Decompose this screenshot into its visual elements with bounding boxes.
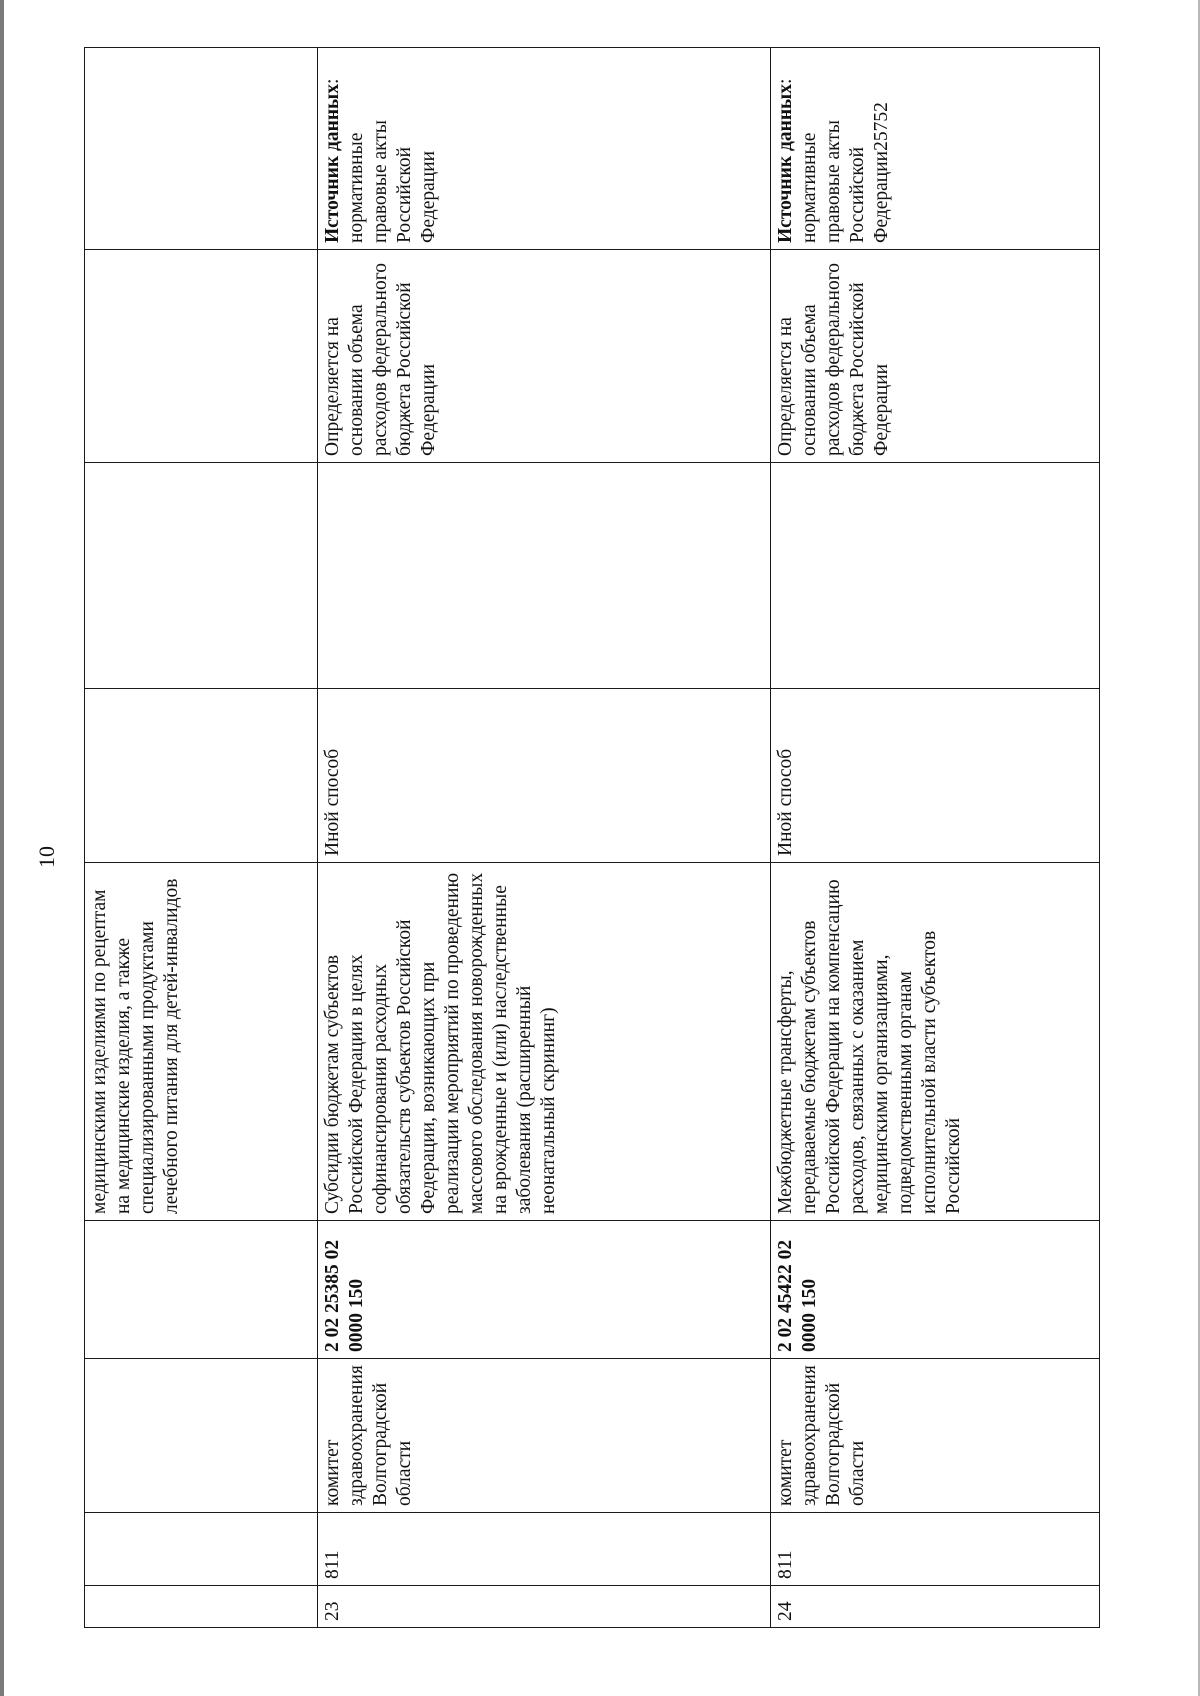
source-text: : нормативные правовые акты Российской Федерации	[322, 78, 439, 243]
cell-revenue-name: медицинскими изделиями по рецептам на медицинские изделия, а также специализированными продуктами лечебного питания для детей-инвалидов	[85, 863, 318, 1221]
cell-kbk-code	[85, 1221, 318, 1359]
table-row-24	[771, 48, 1100, 1628]
revenue-sources-table	[84, 47, 1100, 1628]
cell-administrator	[85, 1359, 318, 1513]
cell-method	[85, 689, 318, 863]
cell-revenue-name: Субсидии бюджетам субъектов Российской Федерации в целях софинансирования расходных обязательств субъектов Российской Федерации, возникающих при реализации мероприятий по проведению массового обследования новорожденных на врожденные и (или) наследственные заболевания (расширенный неонатальный скрининг)	[318, 863, 771, 1221]
page-number: 10	[34, 846, 59, 868]
cell-calc-method: Определяется на основании объема расходов федерального бюджета Российской Федерации	[771, 250, 1100, 463]
source-label: Источник данных	[775, 83, 796, 243]
cell-administrator: комитет здравоохранения Волгоградской области	[318, 1359, 771, 1513]
cell-source	[771, 48, 1100, 250]
cell-method: Иной способ	[771, 689, 1100, 863]
rotated-table-sheet	[84, 48, 1106, 1628]
cell-number: 24	[771, 1586, 1100, 1628]
cell-administrator: комитет здравоохранения Волгоградской области	[771, 1359, 1100, 1513]
cell-col7	[318, 463, 771, 689]
cell-admin-code: 811	[771, 1513, 1100, 1586]
cell-col7	[771, 463, 1100, 689]
cell-number: 23	[318, 1586, 771, 1628]
cell-col7	[85, 463, 318, 689]
cell-number	[85, 1586, 318, 1628]
cell-admin-code	[85, 1513, 318, 1586]
table-row-23	[318, 48, 771, 1628]
cell-kbk-code: 2 02 45422 02 0000 150	[771, 1221, 1100, 1359]
source-text: : нормативные правовые акты Российской Федерации25752	[775, 78, 892, 243]
table-row-continuation	[85, 48, 318, 1628]
cell-calc-method: Определяется на основании объема расходов федерального бюджета Российской Федерации	[318, 250, 771, 463]
cell-admin-code: 811	[318, 1513, 771, 1586]
cell-source	[85, 48, 318, 250]
scan-edge-left	[0, 0, 4, 1696]
cell-kbk-code: 2 02 25385 02 0000 150	[318, 1221, 771, 1359]
cell-source	[318, 48, 771, 250]
cell-method: Иной способ	[318, 689, 771, 863]
source-label: Источник данных	[322, 83, 343, 243]
cell-calc-method	[85, 250, 318, 463]
cell-revenue-name: Межбюджетные трансферты, передаваемые бюджетам субъектов Российской Федерации на компенсацию расходов, связанных с оказанием медицинскими организациями, подведомственными органам исполнительной власти субъектов Российской	[771, 863, 1100, 1221]
